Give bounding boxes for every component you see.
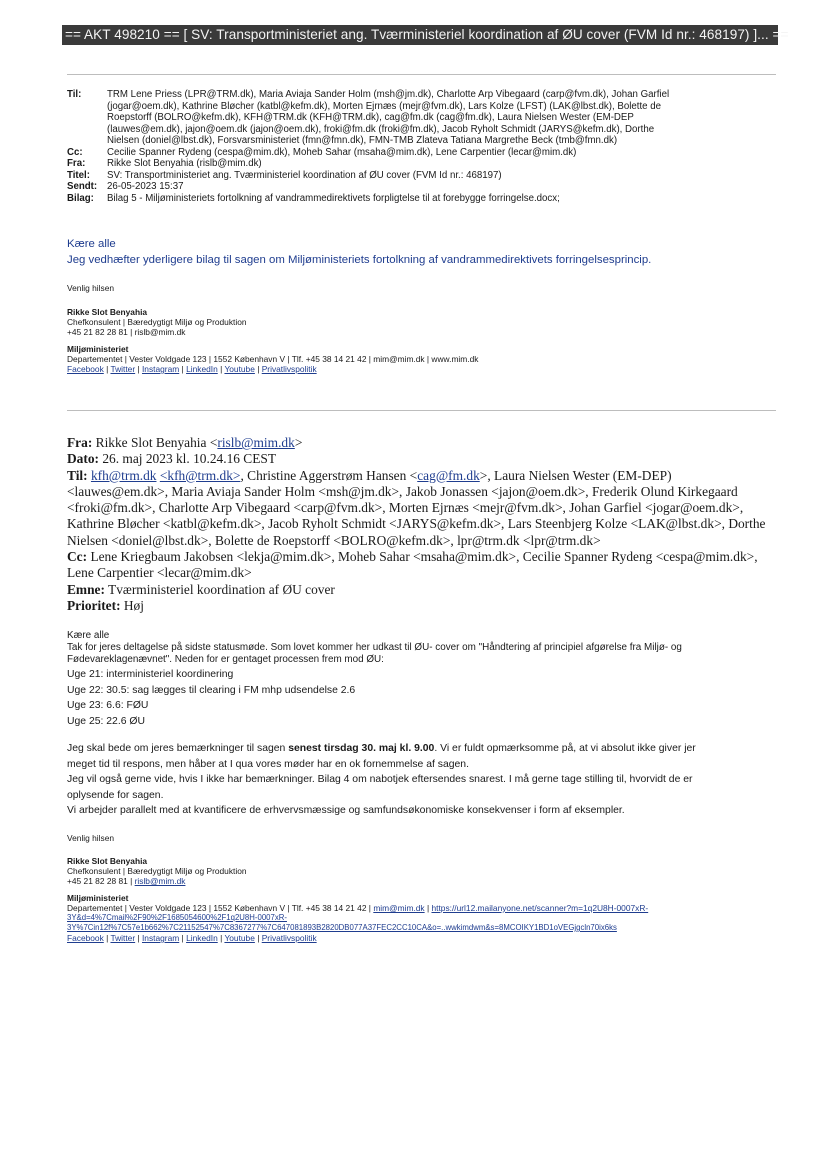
to-email-link[interactable]: cag@fm.dk xyxy=(417,467,480,483)
to-row xyxy=(67,89,777,147)
to-label: Til: xyxy=(67,467,88,483)
greeting: Kære alle xyxy=(67,630,110,641)
schedule-item: Uge 21: interministeriel koordinering xyxy=(67,669,234,680)
paragraph-line: Vi arbejder parallelt med at kvantificere de erhvervsmæssige og samfundsøkonomiske konsekvenser i form af eksempler. xyxy=(67,805,625,816)
cc-row xyxy=(67,549,787,565)
signature-name: Rikke Slot Benyahia xyxy=(67,856,148,866)
to-row xyxy=(67,468,787,484)
instagram-link[interactable]: Instagram xyxy=(141,364,180,374)
document-banner: == AKT 498210 == [ SV: Transportministeriet ang. Tværministeriel koordination af ØU cover (FVM Id nr.: 468197) ]... == xyxy=(62,25,778,45)
to-email-link[interactable]: kfh@trm.dk xyxy=(90,467,157,483)
from-label: Fra: xyxy=(67,435,93,450)
scanner-url-link[interactable]: 3Y%7Cin12f%7C57e1b662%7C21152547%7C8367277%7C647081893B2820DB077A37FEC2CC10CA&o=..wwkimdwm&s=8MCOIKY1BD1oVEGjgcln70ix6ks xyxy=(67,923,617,932)
title-row xyxy=(67,170,777,182)
organization-email-link[interactable]: mim@mim.dk xyxy=(373,903,425,913)
to-line: Roepstorff (BOLRO@kefm.dk), KFH@TRM.dk (KFH@TRM.dk), cag@fm.dk (cag@fm.dk), Laura Nielsen Wester (EM-DEP xyxy=(107,112,634,123)
to-line: Kathrine Bløcher <katbl@kefm.dk>, Jacob Ryholt Schmidt <JARYS@kefm.dk>, Lars Steenbjerg Kolze <LAK@lbst.dk>, Dorthe xyxy=(67,516,766,532)
subject-value: Tværministeriel koordination af ØU cover xyxy=(108,581,335,597)
organization-address: Departementet | Vester Voldgade 123 | 1552 København V | Tlf. +45 38 14 21 42 | mim@mim.dk | https://url12.mailanyone.net/scanner?m=1q2U8H-0007xR- xyxy=(67,903,649,913)
from-row xyxy=(67,435,787,451)
priority-value: Høj xyxy=(123,597,144,613)
message-body: Jeg vedhæfter yderligere bilag til sagen om Miljøministeriets fortolkning af vandrammedirektivets forringelsesprincip. xyxy=(67,253,652,266)
cc-value: Lene Kriegbaum Jakobsen <lekja@mim.dk>, Moheb Sahar <msaha@mim.dk>, Cecilie Spanner Rydeng <cespa@mim.dk>, xyxy=(90,549,758,565)
to-text: , Christine Aggerstrøm Hansen < xyxy=(240,467,418,483)
closing: Venlig hilsen xyxy=(67,283,115,293)
greeting: Kære alle xyxy=(67,238,116,250)
linkedin-link[interactable]: LinkedIn xyxy=(186,933,218,943)
signature-email-link[interactable]: rislb@mim.dk xyxy=(134,876,186,886)
twitter-link[interactable]: Twitter xyxy=(110,364,136,374)
to-line: (lauwes@em.dk), jajon@oem.dk (jajon@oem.dk), froki@fm.dk (froki@fm.dk), Jacob Ryholt Schmidt (JARYS@kefm.dk), Dorthe xyxy=(107,123,655,135)
signature-role: Chefkonsulent | Bæredygtigt Miljø og Produktion xyxy=(67,866,247,876)
to-text: >, Laura Nielsen Wester (EM-DEP) xyxy=(479,467,672,483)
date-value: 26. maj 2023 kl. 10.24.16 CEST xyxy=(102,451,277,467)
cc-value: Cecilie Spanner Rydeng (cespa@mim.dk), Moheb Sahar (msaha@mim.dk), Lene Carpentier (lecar@mim.dk) xyxy=(107,146,577,158)
message-2-paragraphs xyxy=(67,741,807,819)
schedule-item: Uge 22: 30.5: sag lægges til clearing i FM mhp udsendelse 2.6 xyxy=(67,684,356,696)
youtube-link[interactable]: Youtube xyxy=(224,364,255,374)
message-2-intro xyxy=(67,630,797,667)
scanner-url-link[interactable]: https://url12.mailanyone.net/scanner?m=1q2U8H-0007xR- xyxy=(431,903,649,913)
deadline-date: senest tirsdag 30. maj kl. 9.00 xyxy=(288,743,435,754)
attachment-row xyxy=(67,193,777,205)
schedule-item: Uge 25: 22.6 ØU xyxy=(67,715,145,727)
email-header-1 xyxy=(67,89,777,204)
facebook-link[interactable]: Facebook xyxy=(67,933,104,943)
cc-label: Cc: xyxy=(67,549,88,565)
priority-row xyxy=(67,598,787,614)
closing: Venlig hilsen xyxy=(67,833,115,843)
from-close-bracket: > xyxy=(294,435,303,450)
from-name: Rikke Slot Benyahia < xyxy=(95,435,218,450)
priority-label: Prioritet: xyxy=(67,597,121,613)
signature-phone: +45 21 82 28 81 | xyxy=(67,876,135,886)
organization-address: Departementet | Vester Voldgade 123 | 1552 København V | Tlf. +45 38 14 21 42 | mim@mim.dk | www.mim.dk xyxy=(67,354,479,364)
signature-1 xyxy=(67,307,478,374)
date-row xyxy=(67,451,787,467)
schedule-list xyxy=(67,667,355,729)
facebook-link[interactable]: Facebook xyxy=(67,364,104,374)
from-label: Fra: xyxy=(67,158,86,169)
signature-role: Chefkonsulent | Bæredygtigt Miljø og Produktion xyxy=(67,317,247,327)
deadline-text: . Vi er fuldt opmærksomme på, at vi absolut ikke giver jer xyxy=(434,743,696,754)
signature-2 xyxy=(67,856,797,943)
paragraph-line: meget tid til respons, men håber at I qua vores møder har en ok fornemmelse af sagen. xyxy=(67,758,469,770)
paragraph-line: Fødevareklagenævnet". Neden for er gentaget processen frem mod ØU: xyxy=(67,654,384,666)
date-label: Dato: xyxy=(67,451,99,467)
paragraph-line: Jeg vil også gerne vide, hvis I ikke har bemærkninger. Bilag 4 om nabotjek eftersendes snarest. I må gerne tage stilling til, hvorvidt de er xyxy=(67,774,693,785)
divider-middle xyxy=(67,410,776,411)
schedule-item: Uge 23: 6.6: FØU xyxy=(67,700,149,711)
subject-label: Emne: xyxy=(67,581,105,597)
to-email-link[interactable]: <kfh@trm.dk> xyxy=(159,467,241,483)
email-header-2 xyxy=(67,435,787,614)
title-label: Titel: xyxy=(67,169,90,181)
cc-line: Lene Carpentier <lecar@mim.dk> xyxy=(67,565,252,581)
sent-label: Sendt: xyxy=(67,181,98,192)
linkedin-link[interactable]: LinkedIn xyxy=(186,364,218,374)
paragraph-line: Tak for jeres deltagelse på sidste statusmøde. Som lovet kommer her udkast til ØU- cover om "Håndtering af principiel afgørelse fra Miljø- og xyxy=(67,642,682,654)
attachment-label: Bilag: xyxy=(67,192,94,204)
to-value xyxy=(107,89,777,147)
signature-contact xyxy=(67,876,797,886)
to-line: (jogar@oem.dk), Kathrine Bløcher (katbl@kefm.dk), Morten Ejrnæs (mejr@fvm.dk), Lars Kolze (LFST) (LAK@lbst.dk), Bolette de xyxy=(107,100,662,112)
from-value: Rikke Slot Benyahia (rislb@mim.dk) xyxy=(107,158,262,169)
cc-label: Cc: xyxy=(67,146,83,158)
cc-row xyxy=(67,147,777,159)
social-links: Facebook | Twitter | Instagram | LinkedIn | Youtube | Privatlivspolitik xyxy=(67,364,317,374)
privacy-policy-link[interactable]: Privatlivspolitik xyxy=(261,933,317,943)
organization-name: Miljøministeriet xyxy=(67,344,129,354)
to-line: TRM Lene Priess (LPR@TRM.dk), Maria Aviaja Sander Holm (msh@jm.dk), Charlotte Arp Vibegaard (carp@fvm.dk), Johan Garfiel xyxy=(107,89,670,100)
message-1-intro xyxy=(67,237,651,268)
sent-value: 26-05-2023 15:37 xyxy=(107,181,184,192)
to-line: <lauwes@em.dk>, Maria Aviaja Sander Holm <msh@jm.dk>, Jakob Jonassen <jajon@oem.dk>, Frederik Olund Kirkegaard xyxy=(67,483,738,499)
deadline-text: Jeg skal bede om jeres bemærkninger til sagen xyxy=(67,743,289,754)
to-line: Nielsen (doniel@lbst.dk), Forsvarsministeriet (fmn@fmn.dk), FMN-TMB Zlateva Tatiana Margrethe Beck (tmb@fmn.dk) xyxy=(107,135,618,146)
title-value: SV: Transportministeriet ang. Tværministeriel koordination af ØU cover (FVM Id nr.: 468197) xyxy=(107,169,502,181)
organization-name: Miljøministeriet xyxy=(67,893,129,903)
twitter-link[interactable]: Twitter xyxy=(110,933,136,943)
organization-address-text: Departementet | Vester Voldgade 123 | 1552 København V | Tlf. +45 38 14 21 42 | xyxy=(67,903,374,913)
to-line: <froki@fm.dk>, Charlotte Arp Vibegaard <carp@fvm.dk>, Morten Ejrnæs <mejr@fvm.dk>, Johan Garfiel <jogar@oem.dk>, xyxy=(67,500,744,516)
instagram-link[interactable]: Instagram xyxy=(141,933,180,943)
sent-row xyxy=(67,181,777,193)
scanner-url-link[interactable]: 3Y&d=4%7Cmail%2F90%2F1685054600%2F1q2U8H-0007xR- xyxy=(67,913,287,922)
youtube-link[interactable]: Youtube xyxy=(224,933,255,943)
signature-contact: +45 21 82 28 81 | rislb@mim.dk xyxy=(67,327,186,337)
subject-row xyxy=(67,582,787,598)
to-line: Nielsen <doniel@lbst.dk>, Bolette de Roepstorff <BOLRO@kefm.dk>, lpr@trm.dk <lpr@trm.dk> xyxy=(67,532,601,548)
attachment-value: Bilag 5 - Miljøministeriets fortolkning af vandrammedirektivets forpligtelse til at forebygge forringelse.docx; xyxy=(107,192,560,204)
paragraph-line xyxy=(67,741,807,757)
divider-top xyxy=(67,74,776,75)
from-email-link[interactable]: rislb@mim.dk xyxy=(217,435,295,450)
from-row xyxy=(67,158,777,170)
signature-name: Rikke Slot Benyahia xyxy=(67,307,148,317)
to-label: Til: xyxy=(67,89,82,100)
paragraph-line: oplysende for sagen. xyxy=(67,789,164,801)
social-links: Facebook | Twitter | Instagram | LinkedIn | Youtube | Privatlivspolitik xyxy=(67,933,317,943)
privacy-policy-link[interactable]: Privatlivspolitik xyxy=(261,364,317,374)
